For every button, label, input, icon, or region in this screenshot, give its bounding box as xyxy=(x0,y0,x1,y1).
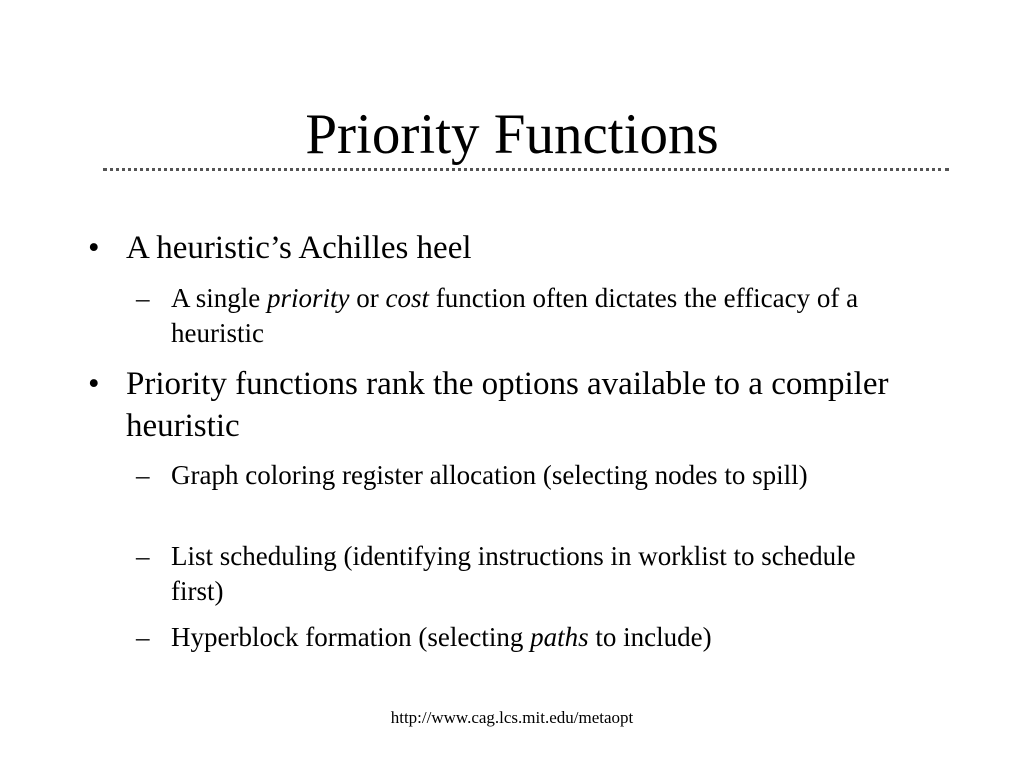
sub-bullet-item xyxy=(136,539,911,609)
sub-bullet-item xyxy=(136,281,911,351)
sub-bullet-marker: – xyxy=(136,460,150,490)
slide-title: Priority Functions xyxy=(305,103,719,166)
sub-bullet-text xyxy=(171,620,911,655)
bullet-item xyxy=(88,363,908,447)
bullet-item xyxy=(88,227,908,269)
text-run: Hyperblock formation (selecting xyxy=(171,622,531,652)
text-run: to include) xyxy=(588,622,712,652)
sub-bullet-text: Graph coloring register allocation (selecting nodes to spill) xyxy=(171,460,808,490)
text-run: or xyxy=(349,283,386,313)
sub-bullet-item xyxy=(136,458,911,493)
sub-bullet-marker: – xyxy=(136,622,150,652)
sub-bullet-marker: – xyxy=(136,283,150,313)
text-run: function often dictates the efficacy of a heuristic xyxy=(171,283,859,348)
text-run: A single xyxy=(171,283,268,313)
sub-bullet-marker: – xyxy=(136,541,150,571)
footer-url: http://www.cag.lcs.mit.edu/metaopt xyxy=(390,708,634,727)
sub-bullet-text: List scheduling (identifying instructions in worklist to schedule first) xyxy=(171,541,856,606)
italic-term: priority xyxy=(267,283,350,313)
title-divider xyxy=(103,168,949,171)
bullet-marker: • xyxy=(88,230,100,266)
bullet-text: A heuristic’s Achilles heel xyxy=(126,230,472,266)
bullet-marker: • xyxy=(88,366,100,402)
sub-bullet-text xyxy=(171,281,911,351)
bullet-text: Priority functions rank the options available to a compiler heuristic xyxy=(126,366,889,444)
italic-term: cost xyxy=(385,283,430,313)
sub-bullet-item xyxy=(136,620,911,655)
italic-term: paths xyxy=(530,622,589,652)
